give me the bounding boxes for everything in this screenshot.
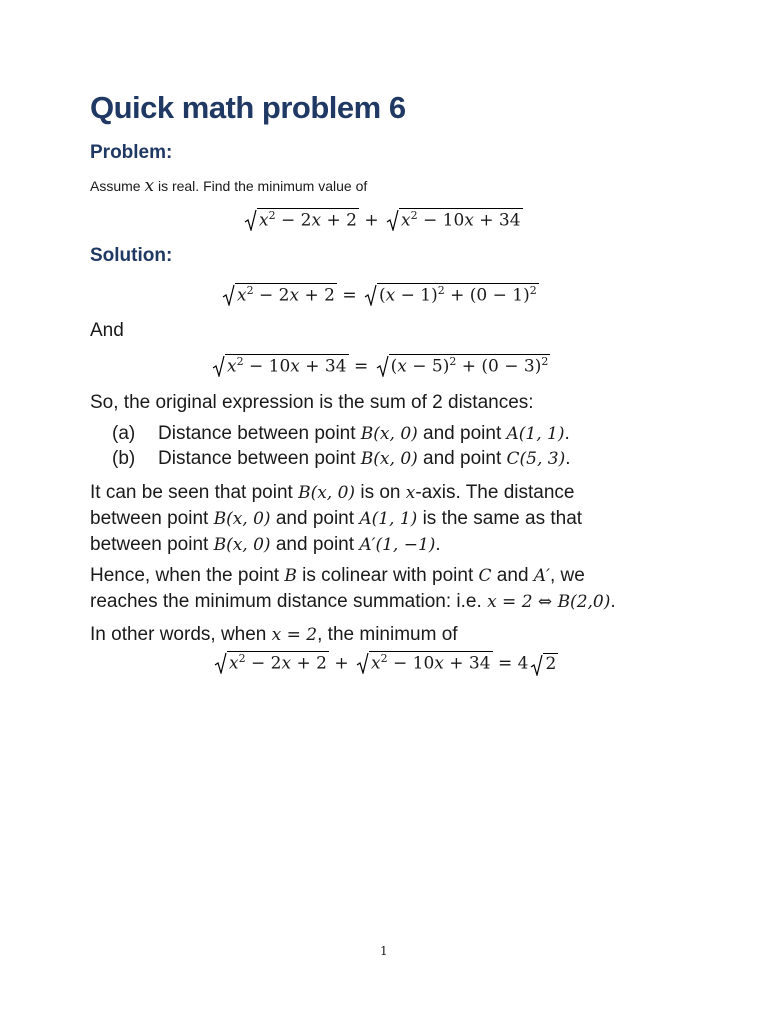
list-item-label: (b) <box>112 448 136 469</box>
problem-text-pre: Assume <box>90 178 145 194</box>
list-item-text: Distance between point <box>158 423 361 444</box>
point-a: A(1, 1) <box>506 424 565 444</box>
and-text: And <box>90 320 124 341</box>
point-b: B(x, 0) <box>360 424 418 444</box>
solution-heading: Solution: <box>90 245 173 266</box>
list-item-end: . <box>565 448 571 469</box>
list-item-end: . <box>564 423 570 444</box>
paragraph-conclusion: In other words, when x = 2, the minimum of <box>90 624 458 645</box>
point-b: B(x, 0) <box>360 449 418 469</box>
problem-statement <box>90 176 367 196</box>
equation-answer: $x^2 - 2x + 2 + x^2 - 10x + 34 = 4$ 2 <box>212 651 558 674</box>
list-item-label: (a) <box>112 423 136 444</box>
sum-of-distances-text: So, the original expression is the sum of 2 distances: <box>90 392 534 413</box>
list-item-text: and point <box>417 448 507 469</box>
list-item <box>112 448 571 470</box>
list-item-text: and point <box>417 423 507 444</box>
equation-distance-a: $x^2 - 2x + 2 = (x - 1)^2 + (0 - 1)^2$ <box>220 283 539 306</box>
list-item-text: Distance between point <box>158 448 361 469</box>
page-title: Quick math problem 6 <box>90 90 406 125</box>
problem-text-post: is real. Find the minimum value of <box>154 178 368 194</box>
problem-variable: x <box>144 176 155 196</box>
paragraph-reflection: It can be seen that point B(x, 0) is on x-axis. The distance between point B(x, 0) and point A(1, 1) is the same as that between point B(x, 0) and point A′(1, −1). <box>90 482 583 555</box>
problem-heading: Problem: <box>90 142 173 163</box>
list-item <box>112 423 570 445</box>
page-number: 1 <box>380 944 388 958</box>
equation-problem: $x^2 - 2x + 2 + x^2 - 10x + 34$ <box>242 208 523 231</box>
point-c: C(5, 3) <box>506 449 566 469</box>
equation-distance-c: $x^2 - 10x + 34 = (x - 5)^2 + (0 - 3)^2$ <box>210 354 550 377</box>
paragraph-colinear: Hence, when the point B is colinear with point C and A′, we reaches the minimum distance summation: i.e. x = 2 ⇔ B(2,0). <box>90 565 616 612</box>
